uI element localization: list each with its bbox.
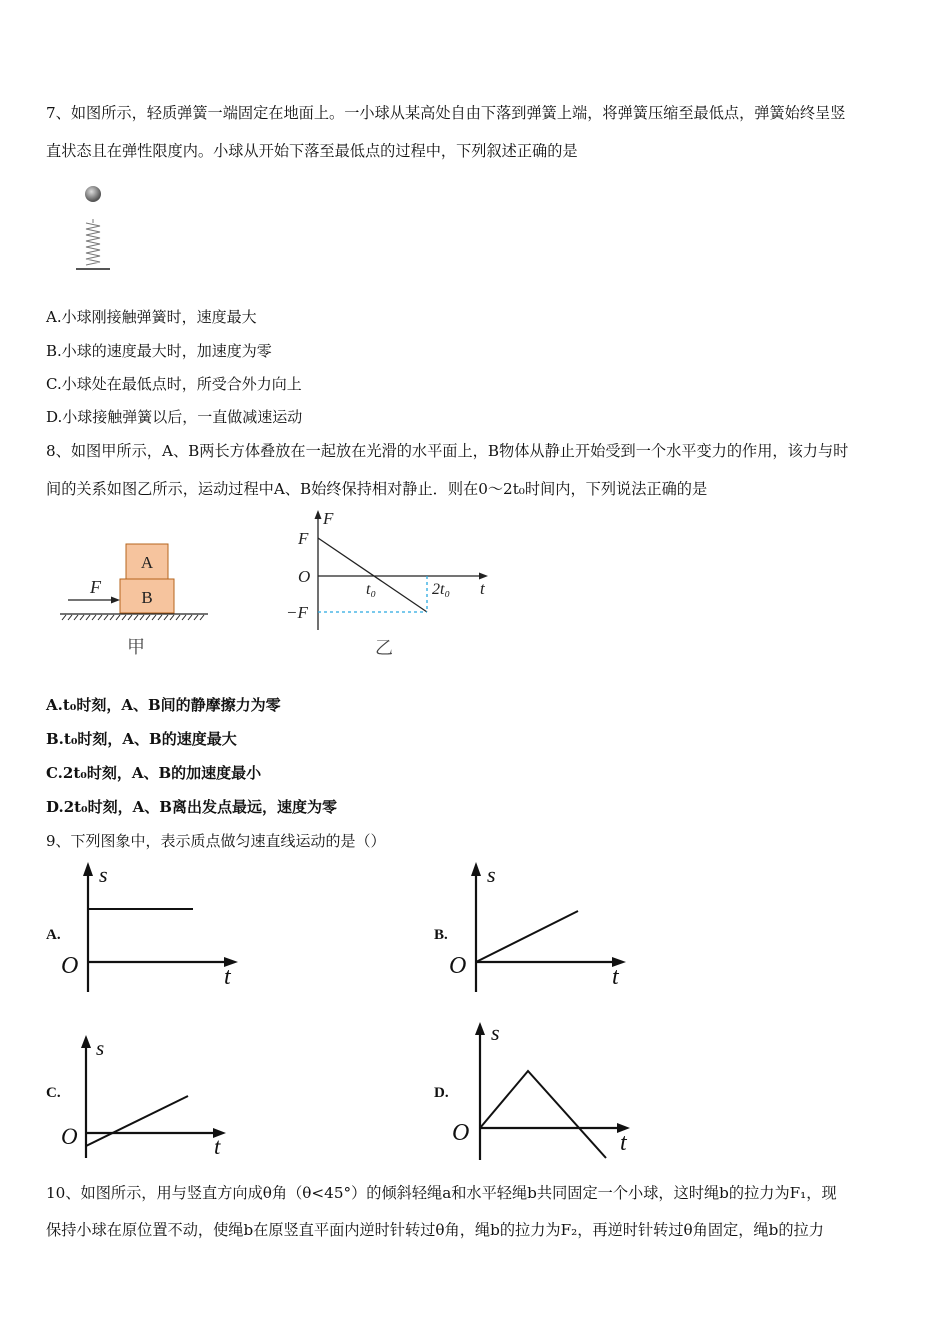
caption-jia: 甲 [127,637,145,657]
q8-stem-line1: 8、如图甲所示，A、B两长方体叠放在一起放在光滑的水平面上，B物体从静止开始受到一个水平变力的作用，该力与时 [46,442,849,460]
q7-option-a: A.小球刚接触弹簧时，速度最大 [46,308,257,326]
svg-text:t: t [224,964,231,990]
tick-t0: t₀ [366,581,377,598]
caption-yi: 乙 [375,638,393,658]
q7-option-b: B.小球的速度最大时，加速度为零 [46,342,272,360]
svg-text:s: s [491,1020,500,1045]
svg-text:t: t [214,1134,221,1159]
spring-ball-figure [74,183,114,275]
q8-option-a: A.t₀时刻，A、B间的静摩擦力为零 [46,696,281,714]
tick-2t0: 2t₀ [432,581,451,598]
f-axis-label: F [323,509,334,528]
figure-yi [284,506,494,662]
svg-text:s: s [487,862,496,887]
spring [86,223,100,265]
q9-graph-b-label: B. [434,927,448,943]
svg-text:t: t [620,1130,627,1156]
ball [85,186,101,202]
tick-neg-f: −F [286,603,308,622]
svg-text:s: s [96,1036,105,1060]
q8-stem-line2: 间的关系如图乙所示，运动过程中A、B始终保持相对静止．则在0～2t₀时间内，下列说法正确的是 [46,480,708,498]
q7-option-c: C.小球处在最低点时，所受合外力向上 [46,375,302,393]
svg-text:O: O [61,1124,78,1149]
block-a-label: A [140,553,154,572]
origin-label: O [298,567,311,586]
t-axis-label: t [480,579,485,598]
figure-jia [56,538,216,662]
q7-stem-line1: 7、如图所示，轻质弹簧一端固定在地面上。一小球从某高处自由下落到弹簧上端，将弹簧压缩至最低点，弹簧始终呈竖 [46,104,846,122]
svg-text:t: t [612,964,619,990]
svg-text:O: O [449,953,467,979]
q9-graph-c [56,1030,236,1160]
block-b-label: B [141,588,153,607]
q9-graph-a-label: A. [46,927,61,943]
q10-stem-line2: 保持小球在原位置不动，使绳b在原竖直平面内逆时针转过θ角，绳b的拉力为F₂，再逆时针转过θ角固定，绳b的拉力 [46,1221,824,1239]
q8-option-d: D.2t₀时刻，A、B离出发点最远，速度为零 [46,798,337,816]
svg-text:O: O [452,1120,470,1146]
q9-graph-c-label: C. [46,1085,61,1101]
q9-stem: 9、下列图象中，表示质点做匀速直线运动的是（） [46,832,386,850]
q8-option-b: B.t₀时刻，A、B的速度最大 [46,730,237,748]
q9-graph-d-label: D. [434,1085,449,1101]
q7-option-d: D.小球接触弹簧以后，一直做减速运动 [46,408,303,426]
q9-graph-b [444,860,634,996]
force-line [318,538,427,612]
q9-graph-a [56,860,246,996]
q8-option-c: C.2t₀时刻，A、B的加速度最小 [46,764,262,782]
q10-stem-line1: 10、如图所示，用与竖直方向成θ角（θ<45°）的倾斜轻绳a和水平轻绳b共同固定一个小球，这时绳b的拉力为F₁，现 [46,1184,837,1202]
q7-stem-line2: 直状态且在弹性限度内。小球从开始下落至最低点的过程中，下列叙述正确的是 [46,142,578,160]
force-label: F [90,577,101,597]
tick-f: F [298,529,309,548]
svg-text:s: s [99,862,108,887]
q9-graph-d [448,1018,638,1162]
svg-text:O: O [61,953,79,979]
